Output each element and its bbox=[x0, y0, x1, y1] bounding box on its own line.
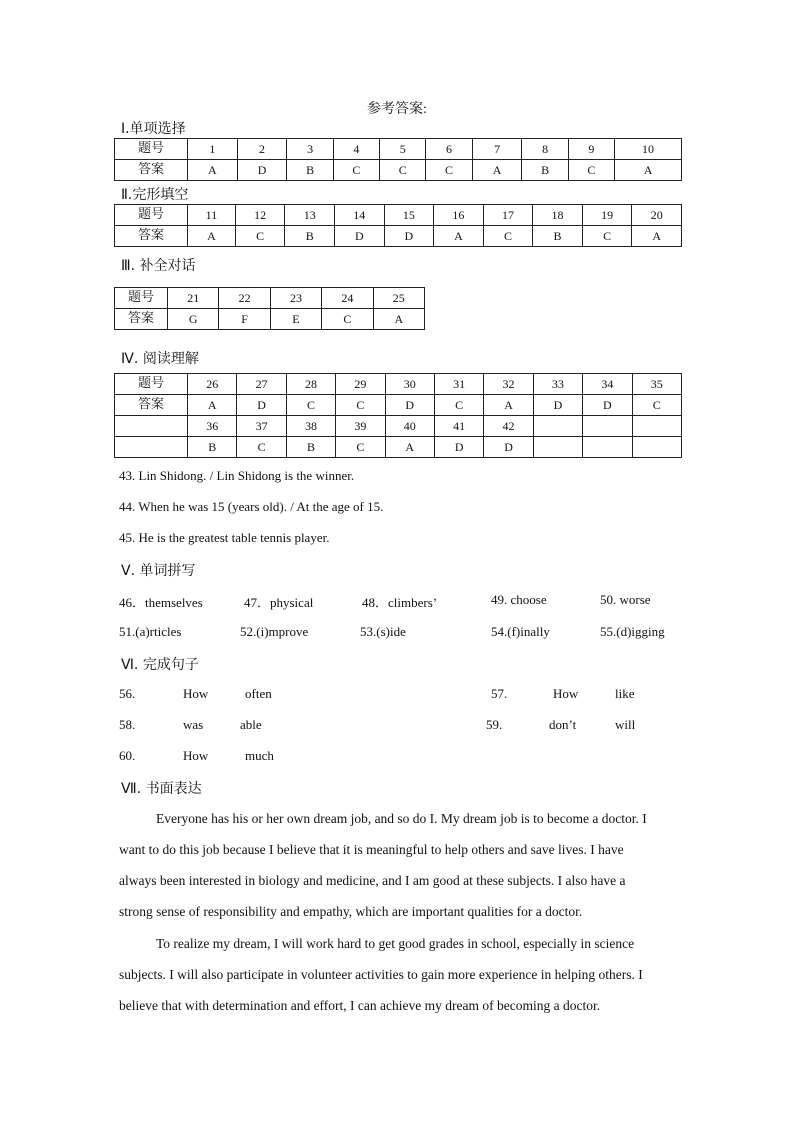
answer-cell: A bbox=[385, 437, 434, 458]
number-row bbox=[115, 416, 682, 437]
question-number: 6 bbox=[426, 139, 472, 160]
essay-line: subjects. I will also participate in volunteer activities to gain more experience in helping others. I bbox=[119, 967, 643, 982]
sentence-word: was bbox=[183, 717, 204, 732]
answer-row bbox=[115, 160, 682, 181]
sentence-word: like bbox=[615, 686, 635, 701]
question-number: 27 bbox=[237, 374, 286, 395]
answer-cell: D bbox=[484, 437, 533, 458]
spelling-item: 53.(s)ide bbox=[360, 624, 406, 639]
answer-cell: C bbox=[322, 309, 373, 330]
question-number: 25 bbox=[373, 288, 424, 309]
question-number: 12 bbox=[235, 205, 285, 226]
answer-cell: D bbox=[237, 395, 286, 416]
row-label: 题号 bbox=[115, 139, 188, 160]
essay-paragraph-2 bbox=[119, 928, 671, 1021]
answer-cell: B bbox=[285, 226, 335, 247]
sentence-word: much bbox=[245, 748, 274, 763]
question-number: 11 bbox=[188, 205, 236, 226]
answer-row bbox=[115, 437, 682, 458]
row-label-empty bbox=[115, 416, 188, 437]
answer-cell: B bbox=[287, 160, 333, 181]
sentence-number: 59. bbox=[486, 717, 503, 732]
answer-cell: B bbox=[188, 437, 237, 458]
spelling-item: 46．themselves bbox=[119, 595, 203, 610]
question-number: 23 bbox=[270, 288, 321, 309]
section-6-heading: Ⅵ. 完成句子 bbox=[121, 657, 199, 673]
answer-cell bbox=[632, 437, 681, 458]
spelling-item: 55.(d)igging bbox=[600, 624, 665, 639]
question-number: 2 bbox=[237, 139, 287, 160]
question-number: 41 bbox=[434, 416, 483, 437]
question-number: 30 bbox=[385, 374, 434, 395]
section-4-table bbox=[114, 373, 682, 458]
answer-line-44: 44. When he was 15 (years old). / At the age of 15. bbox=[119, 499, 384, 514]
answer-cell: A bbox=[188, 160, 238, 181]
answer-cell: G bbox=[168, 309, 219, 330]
sentence-word: How bbox=[183, 748, 209, 763]
question-number: 16 bbox=[434, 205, 484, 226]
number-row bbox=[115, 374, 682, 395]
spelling-item: 51.(a)rticles bbox=[119, 624, 182, 639]
question-number: 8 bbox=[522, 139, 568, 160]
answer-cell: D bbox=[384, 226, 434, 247]
answer-cell: B bbox=[533, 226, 583, 247]
answer-cell: A bbox=[615, 160, 682, 181]
number-row bbox=[115, 288, 425, 309]
question-number bbox=[632, 416, 681, 437]
question-number: 21 bbox=[168, 288, 219, 309]
question-number: 7 bbox=[472, 139, 522, 160]
section-1-table bbox=[114, 138, 682, 181]
answer-line-45: 45. He is the greatest table tennis player. bbox=[119, 530, 330, 545]
question-number: 1 bbox=[188, 139, 238, 160]
question-number: 39 bbox=[336, 416, 385, 437]
question-number: 31 bbox=[434, 374, 483, 395]
answer-cell: B bbox=[286, 437, 335, 458]
answer-cell: A bbox=[373, 309, 424, 330]
answer-cell: C bbox=[434, 395, 483, 416]
question-number: 24 bbox=[322, 288, 373, 309]
spelling-item: 48．climbers’ bbox=[362, 595, 438, 610]
section-3-heading: Ⅲ. 补全对话 bbox=[121, 258, 196, 274]
sentence-word: don’t bbox=[549, 717, 577, 732]
question-number: 32 bbox=[484, 374, 533, 395]
question-number: 18 bbox=[533, 205, 583, 226]
section-5-heading: Ⅴ. 单词拼写 bbox=[121, 563, 196, 579]
answer-cell: C bbox=[483, 226, 533, 247]
sentence-word: will bbox=[615, 717, 636, 732]
answer-cell: D bbox=[583, 395, 632, 416]
essay-line: Everyone has his or her own dream job, and so do I. My dream job is to become a doctor. I bbox=[156, 811, 647, 826]
essay-line: believe that with determination and effort, I can achieve my dream of becoming a doctor. bbox=[119, 998, 601, 1013]
answer-cell: D bbox=[434, 437, 483, 458]
essay-line: want to do this job because I believe that it is meaningful to help others and save lives. I have bbox=[119, 842, 624, 857]
answer-cell: C bbox=[426, 160, 472, 181]
spelling-item: 54.(f)inally bbox=[491, 624, 550, 639]
section-3-table bbox=[114, 287, 425, 330]
answer-cell: A bbox=[434, 226, 484, 247]
question-number: 36 bbox=[188, 416, 237, 437]
answer-cell bbox=[583, 437, 632, 458]
question-number: 22 bbox=[219, 288, 270, 309]
section-2-table bbox=[114, 204, 682, 247]
row-label: 答案 bbox=[115, 395, 188, 416]
spelling-item: 52.(i)mprove bbox=[240, 624, 309, 639]
answer-cell: C bbox=[632, 395, 681, 416]
answer-cell: C bbox=[235, 226, 285, 247]
row-label: 题号 bbox=[115, 288, 168, 309]
answer-cell: C bbox=[336, 395, 385, 416]
answer-cell: D bbox=[533, 395, 582, 416]
answer-cell: A bbox=[484, 395, 533, 416]
sentence-word: often bbox=[245, 686, 272, 701]
row-label: 答案 bbox=[115, 309, 168, 330]
question-number: 19 bbox=[582, 205, 632, 226]
section-7-heading: Ⅶ. 书面表达 bbox=[121, 781, 202, 797]
sentence-number: 57. bbox=[491, 686, 508, 701]
answer-cell: A bbox=[472, 160, 522, 181]
question-number: 20 bbox=[632, 205, 682, 226]
question-number: 14 bbox=[335, 205, 385, 226]
page-title: 参考答案: bbox=[367, 102, 427, 117]
question-number: 10 bbox=[615, 139, 682, 160]
row-label: 题号 bbox=[115, 374, 188, 395]
sentence-word: How bbox=[553, 686, 579, 701]
number-row bbox=[115, 205, 682, 226]
question-number: 37 bbox=[237, 416, 286, 437]
question-number: 4 bbox=[333, 139, 379, 160]
question-number: 17 bbox=[483, 205, 533, 226]
answer-cell: F bbox=[219, 309, 270, 330]
answer-cell: C bbox=[582, 226, 632, 247]
question-number: 26 bbox=[188, 374, 237, 395]
sentence-number: 60. bbox=[119, 748, 136, 763]
question-number: 42 bbox=[484, 416, 533, 437]
question-number: 38 bbox=[286, 416, 335, 437]
row-label: 题号 bbox=[115, 205, 188, 226]
question-number: 35 bbox=[632, 374, 681, 395]
answer-cell: C bbox=[336, 437, 385, 458]
section-1-heading: Ⅰ.单项选择 bbox=[121, 121, 186, 137]
number-row bbox=[115, 139, 682, 160]
question-number: 28 bbox=[286, 374, 335, 395]
sentence-word: How bbox=[183, 686, 209, 701]
spelling-item: 49. choose bbox=[491, 592, 547, 607]
answer-line-43: 43. Lin Shidong. / Lin Shidong is the winner. bbox=[119, 468, 355, 483]
answer-cell: D bbox=[335, 226, 385, 247]
question-number: 29 bbox=[336, 374, 385, 395]
question-number: 33 bbox=[533, 374, 582, 395]
answer-cell: B bbox=[522, 160, 568, 181]
answer-cell: E bbox=[270, 309, 321, 330]
question-number: 5 bbox=[380, 139, 426, 160]
row-label: 答案 bbox=[115, 160, 188, 181]
answer-cell: D bbox=[385, 395, 434, 416]
answer-row bbox=[115, 395, 682, 416]
essay-line: strong sense of responsibility and empathy, which are important qualities for a doctor. bbox=[119, 904, 583, 919]
answer-cell: D bbox=[237, 160, 287, 181]
question-number: 13 bbox=[285, 205, 335, 226]
section-2-heading: Ⅱ.完形填空 bbox=[121, 187, 189, 203]
answer-cell: A bbox=[188, 395, 237, 416]
answer-cell: C bbox=[286, 395, 335, 416]
answer-row bbox=[115, 309, 425, 330]
answer-cell: C bbox=[237, 437, 286, 458]
essay-line: always been interested in biology and medicine, and I am good at these subjects. I also have a bbox=[119, 873, 626, 888]
question-number bbox=[533, 416, 582, 437]
answer-cell: A bbox=[188, 226, 236, 247]
question-number: 34 bbox=[583, 374, 632, 395]
row-label-empty bbox=[115, 437, 188, 458]
spelling-item: 50. worse bbox=[600, 592, 651, 607]
question-number: 40 bbox=[385, 416, 434, 437]
sentence-word: able bbox=[240, 717, 262, 732]
essay-paragraph-1 bbox=[119, 803, 671, 927]
row-label: 答案 bbox=[115, 226, 188, 247]
sentence-number: 58. bbox=[119, 717, 136, 732]
sentence-number: 56. bbox=[119, 686, 136, 701]
answer-cell: C bbox=[380, 160, 426, 181]
spelling-item: 47．physical bbox=[244, 595, 314, 610]
answer-cell: A bbox=[632, 226, 682, 247]
question-number bbox=[583, 416, 632, 437]
essay-line: To realize my dream, I will work hard to get good grades in school, especially in science bbox=[156, 936, 635, 951]
answer-cell bbox=[533, 437, 582, 458]
answer-cell: C bbox=[568, 160, 614, 181]
question-number: 15 bbox=[384, 205, 434, 226]
answer-row bbox=[115, 226, 682, 247]
question-number: 9 bbox=[568, 139, 614, 160]
answer-cell: C bbox=[333, 160, 379, 181]
section-4-heading: Ⅳ. 阅读理解 bbox=[121, 351, 199, 367]
question-number: 3 bbox=[287, 139, 333, 160]
